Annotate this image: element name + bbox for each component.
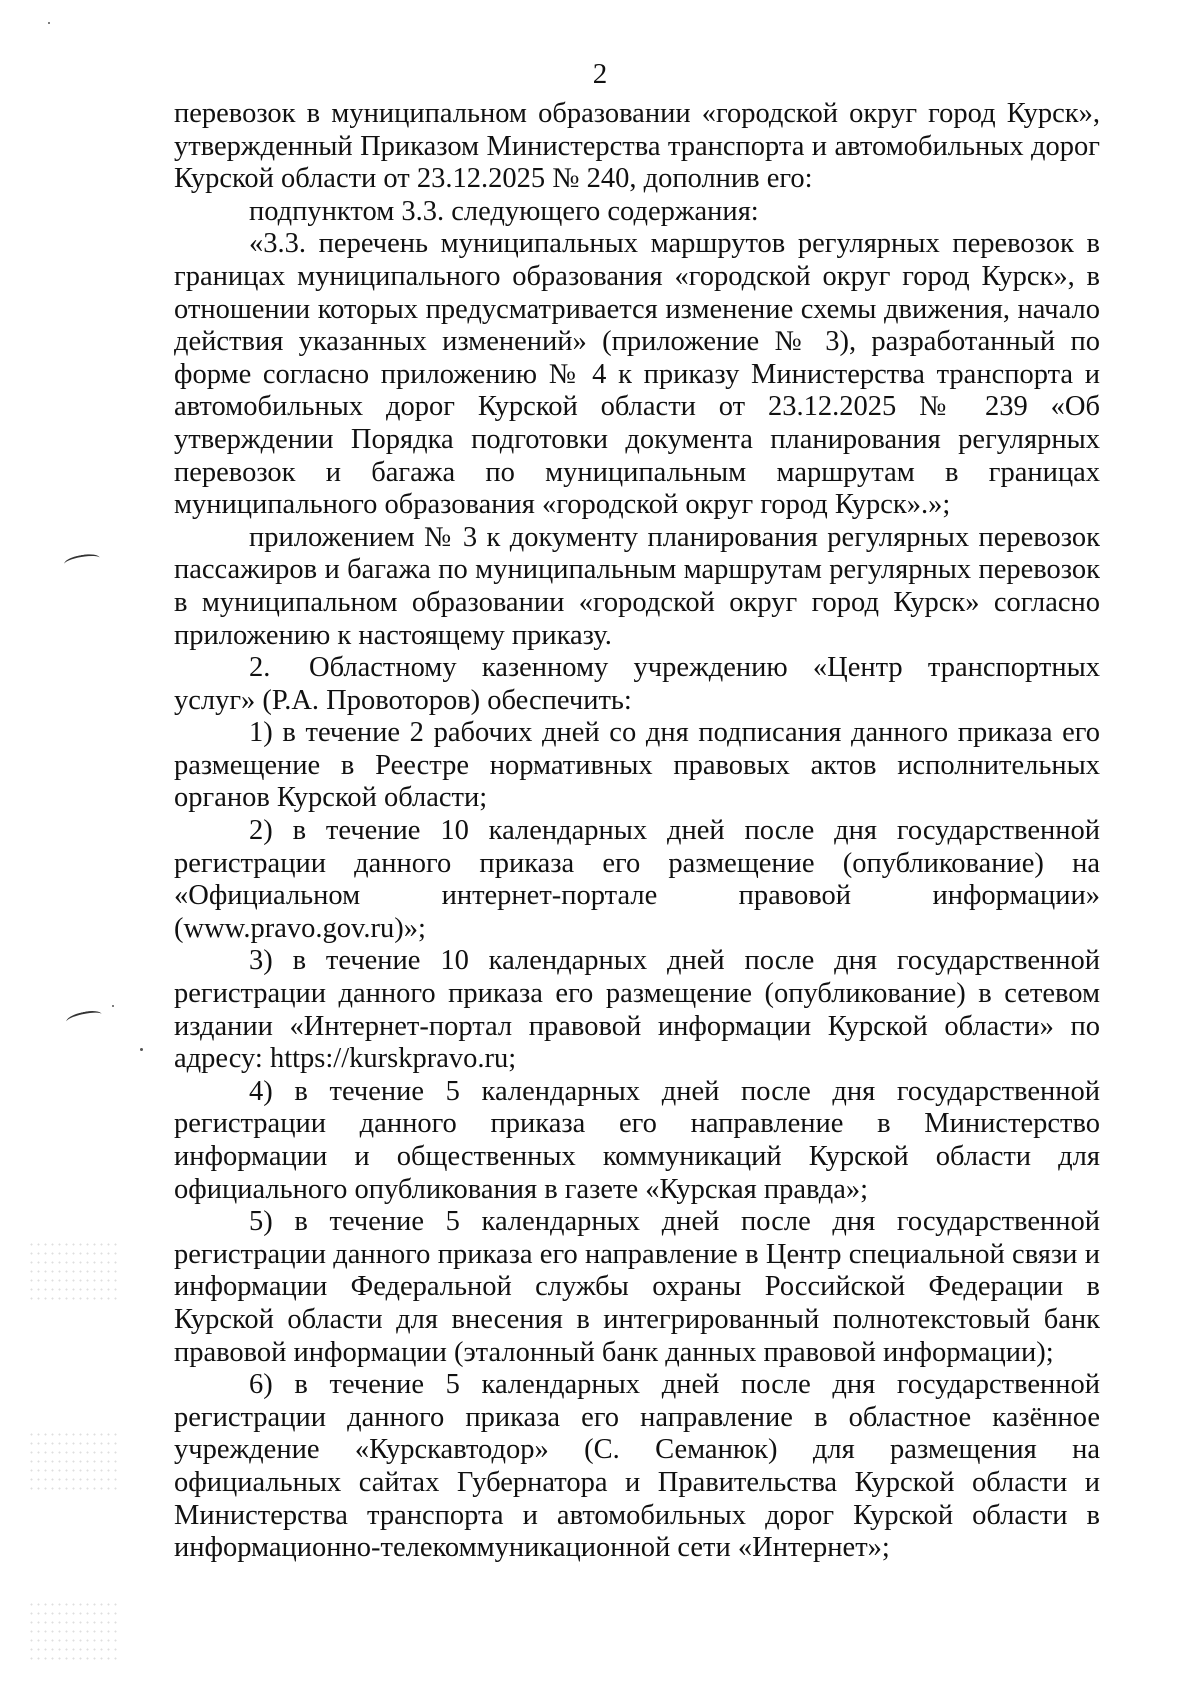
- paragraph-item-2: [174, 652, 1100, 717]
- paragraph-subitem-5: 5) в течение 5 календарных дней после дня государственной регистрации данного приказа его направление в Центр специальной связи и информации Федеральной службы охраны Российской Федерации в Курской области для внесения в интегрированный полнотекстовый банк правовой информации (эталонный банк данных правовой информации);: [174, 1206, 1100, 1368]
- scan-dot: [140, 1048, 143, 1051]
- paragraph-continuation: перевозок в муниципальном образовании «городской округ город Курск», утвержденный Приказом Министерства транспорта и автомобильных дорог Курской области от 23.12.2025 № 240, дополнив его:: [174, 98, 1100, 195]
- paragraph-subclause-3-3: «3.3. перечень муниципальных маршрутов регулярных перевозок в границах муниципального образования «городской округ город Курск», в отношении которых предусматривается изменение схемы движения, начало действия указанных изменений» (приложение № 3), разработанный по форме согласно приложению № 4 к приказу Министерства транспорта и автомобильных дорог Курской области от 23.12.2025 № 239 «Об утверждении Порядка подготовки документа планирования регулярных перевозок и багажа по муниципальным маршрутам в границах муниципального образования «городской округ город Курск».»;: [174, 228, 1100, 521]
- scan-noise: [28, 1430, 118, 1490]
- document-body: [174, 98, 1100, 1565]
- page-number: 2: [592, 58, 608, 90]
- scan-noise: [28, 1240, 118, 1300]
- paragraph-appendix-3: приложением № 3 к документу планирования регулярных перевозок пассажиров и багажа по муниципальным маршрутам регулярных перевозок в муниципальном образовании «городской округ город Курск» согласно приложению к настоящему приказу.: [174, 521, 1100, 651]
- item-2-text: Областному казенному учреждению «Центр транспортных услуг» (Р.А. Провоторов) обеспечить:: [174, 652, 1100, 716]
- scan-dot: [48, 22, 50, 24]
- scan-artifact: [63, 552, 101, 570]
- paragraph-subitem-1: 1) в течение 2 рабочих дней со дня подписания данного приказа его размещение в Реестре нормативных правовых актов исполнительных органов Курской области;: [174, 717, 1100, 814]
- scan-dot: [112, 1005, 114, 1007]
- paragraph-subitem-6: 6) в течение 5 календарных дней после дня государственной регистрации данного приказа его направление в областное казённое учреждение «Курскавтодор» (С. Семанюк) для размещения на официальных сайтах Губернатора и Правительства Курской области и Министерства транспорта и автомобильных дорог Курской области в информационно-телекоммуникационной сети «Интернет»;: [174, 1369, 1100, 1564]
- paragraph-subitem-4: 4) в течение 5 календарных дней после дня государственной регистрации данного приказа его направление в Министерство информации и общественных коммуникаций Курской области для официального опубликования в газете «Курская правда»;: [174, 1075, 1100, 1205]
- paragraph-subitem-3: 3) в течение 10 календарных дней после дня государственной регистрации данного приказа его размещение (опубликование) в сетевом издании «Интернет-портал правовой информации Курской области» по адресу: https://kurskpravo.ru;: [174, 945, 1100, 1075]
- paragraph-subitem-2: 2) в течение 10 календарных дней после дня государственной регистрации данного приказа его размещение (опубликование) на «Официальном интернет-портале правовой информации» (www.pravo.gov.ru)»;: [174, 815, 1100, 944]
- scan-noise: [28, 1600, 118, 1660]
- scan-artifact: [65, 1008, 103, 1027]
- item-number: 2.: [249, 652, 271, 684]
- paragraph-subclause-intro: подпунктом 3.3. следующего содержания:: [249, 195, 759, 227]
